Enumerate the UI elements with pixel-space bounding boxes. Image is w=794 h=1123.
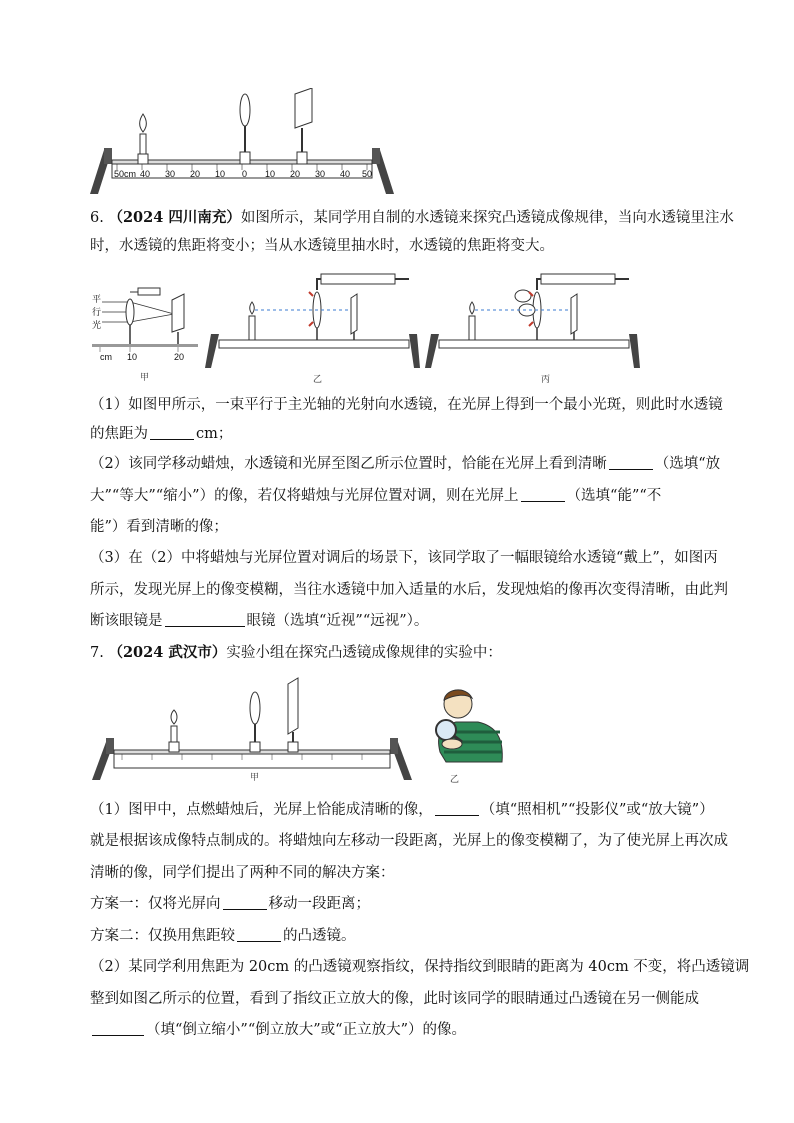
q7-part2-line3 — [90, 1020, 720, 1040]
scale-label: 50 — [362, 169, 373, 179]
q7-part1-line1 — [90, 800, 720, 820]
scale-label: 20 — [174, 352, 185, 362]
q6-source: （2024 四川南充） — [108, 209, 241, 226]
magnifier-icon — [436, 720, 456, 740]
q7-plan1 — [90, 894, 720, 914]
q7-figure-b-caption: 乙 — [450, 775, 460, 785]
q6-part2-line1 — [90, 454, 720, 474]
q7-figure-a-caption: 甲 — [250, 773, 260, 783]
q7-part1-line2: 就是根据该成像特点制成的。将蜡烛向左移动一段距离，光屏上的像变模糊了，为了使光屏上再次成 — [90, 833, 728, 849]
answer-blank[interactable] — [223, 895, 267, 910]
q6-number: 6. — [90, 210, 104, 226]
q7-source: （2024 武汉市） — [108, 644, 227, 661]
answer-blank[interactable] — [435, 801, 479, 816]
answer-blank[interactable] — [150, 425, 194, 440]
glasses-icon — [515, 290, 531, 302]
q6-figure-b — [205, 268, 420, 370]
q7-part2-line1: （2）某同学利用焦距为 20cm 的凸透镜观察指纹，保持指纹到眼睛的距离为 40cm 不变，将凸透镜调 — [90, 959, 750, 975]
optical-bench-figure-top — [90, 88, 400, 198]
q6-figure-c — [425, 266, 640, 370]
q6-intro-text: 如图所示，某同学用自制的水透镜来探究凸透镜成像规律，当向水透镜里注水 — [240, 210, 734, 226]
scale-label: 10 — [265, 169, 276, 179]
q6-part1-text: 的焦距为 — [90, 426, 148, 442]
q7-part1-text: （1）图甲中，点燃蜡烛后，光屏上恰能成清晰的像， — [90, 802, 433, 818]
q6-figure-a — [90, 282, 200, 362]
q6-part2-line2 — [90, 486, 720, 506]
q6-figure-c-caption: 丙 — [541, 375, 551, 385]
scale-label: 40 — [340, 169, 351, 179]
scale-label: 10 — [127, 352, 138, 362]
scale-label: 30 — [165, 169, 176, 179]
scale-label: 20 — [290, 169, 301, 179]
q7-part1-choice: （填“照相机”“投影仪”或“放大镜”） — [480, 802, 714, 818]
q7-part2-line2: 整到如图乙所示的位置，看到了指纹正立放大的像，此时该同学的眼睛通过凸透镜在另一侧能成 — [90, 991, 699, 1007]
q7-part1-line3: 清晰的像，同学们提出了两种不同的解决方案： — [90, 865, 395, 881]
q7-plan2-text-end: 的凸透镜。 — [283, 928, 356, 944]
q6-intro-line1 — [90, 208, 734, 228]
q7-figure-b — [426, 682, 506, 774]
scale-label: 0 — [242, 169, 248, 179]
scale-label: 20 — [190, 169, 201, 179]
scale-label: 50cm — [114, 169, 137, 179]
scale-label: cm — [100, 352, 112, 362]
q6-figure-b-caption: 乙 — [313, 375, 323, 385]
q7-part2-choice: （填“倒立缩小”“倒立放大”或“正立放大”）的像。 — [146, 1022, 466, 1038]
q7-plan1-text-end: 移动一段距离； — [268, 896, 370, 912]
q7-intro — [90, 643, 720, 663]
q6-part3-line1: （3）在（2）中将蜡烛与光屏位置对调后的场景下，该同学取了一幅眼镜给水透镜“戴上”，如图丙 — [90, 550, 718, 566]
q6-part2-text: （2）该同学移动蜡烛，水透镜和光屏至图乙所示位置时，恰能在光屏上看到清晰 — [90, 456, 607, 472]
side-label: 平 — [92, 294, 102, 304]
q6-part2-choice: （选填“放 — [654, 456, 721, 472]
q7-plan2-text: 方案二：仅换用焦距较 — [90, 928, 235, 944]
q6-part3-line3 — [90, 611, 720, 631]
scale-label: 30 — [315, 169, 326, 179]
q6-part2-text: 大”“等大”“缩小”）的像，若仅将蜡烛与光屏位置对调，则在光屏上 — [90, 488, 519, 504]
answer-blank[interactable] — [609, 455, 653, 470]
answer-blank[interactable] — [237, 927, 281, 942]
q7-figure-a — [92, 672, 412, 782]
scale-label: 40 — [140, 169, 151, 179]
q6-part3-line2: 所示，发现光屏上的像变模糊，当往水透镜中加入适量的水后，发现烛焰的像再次变得清晰，由此判 — [90, 582, 728, 598]
q6-figure-a-caption: 甲 — [140, 373, 150, 383]
q6-part1-line2 — [90, 424, 720, 444]
q7-intro-text: 实验小组在探究凸透镜成像规律的实验中： — [226, 645, 502, 661]
q6-part3-choice: 眼镜（选填“近视”“远视”）。 — [246, 613, 429, 629]
answer-blank[interactable] — [521, 487, 565, 502]
answer-blank[interactable] — [92, 1021, 144, 1036]
answer-blank[interactable] — [165, 612, 245, 627]
q6-part2-line3: 能”）看到清晰的像； — [90, 519, 228, 535]
q7-plan2 — [90, 926, 720, 946]
side-label: 行 — [92, 307, 102, 317]
scale-label: 10 — [215, 169, 226, 179]
q7-plan1-text: 方案一：仅将光屏向 — [90, 896, 221, 912]
q6-part2-choice: （选填“能”“不 — [566, 488, 662, 504]
q7-number: 7. — [90, 645, 104, 661]
q6-part1-line1: （1）如图甲所示，一束平行于主光轴的光射向水透镜，在光屏上得到一个最小光斑，则此时水透镜 — [90, 397, 723, 413]
q6-intro-line2: 时，水透镜的焦距将变小；当从水透镜里抽水时，水透镜的焦距将变大。 — [90, 238, 554, 254]
q6-part3-text: 断该眼镜是 — [90, 613, 163, 629]
q6-part1-unit: cm； — [196, 426, 233, 442]
side-label: 光 — [92, 320, 102, 330]
